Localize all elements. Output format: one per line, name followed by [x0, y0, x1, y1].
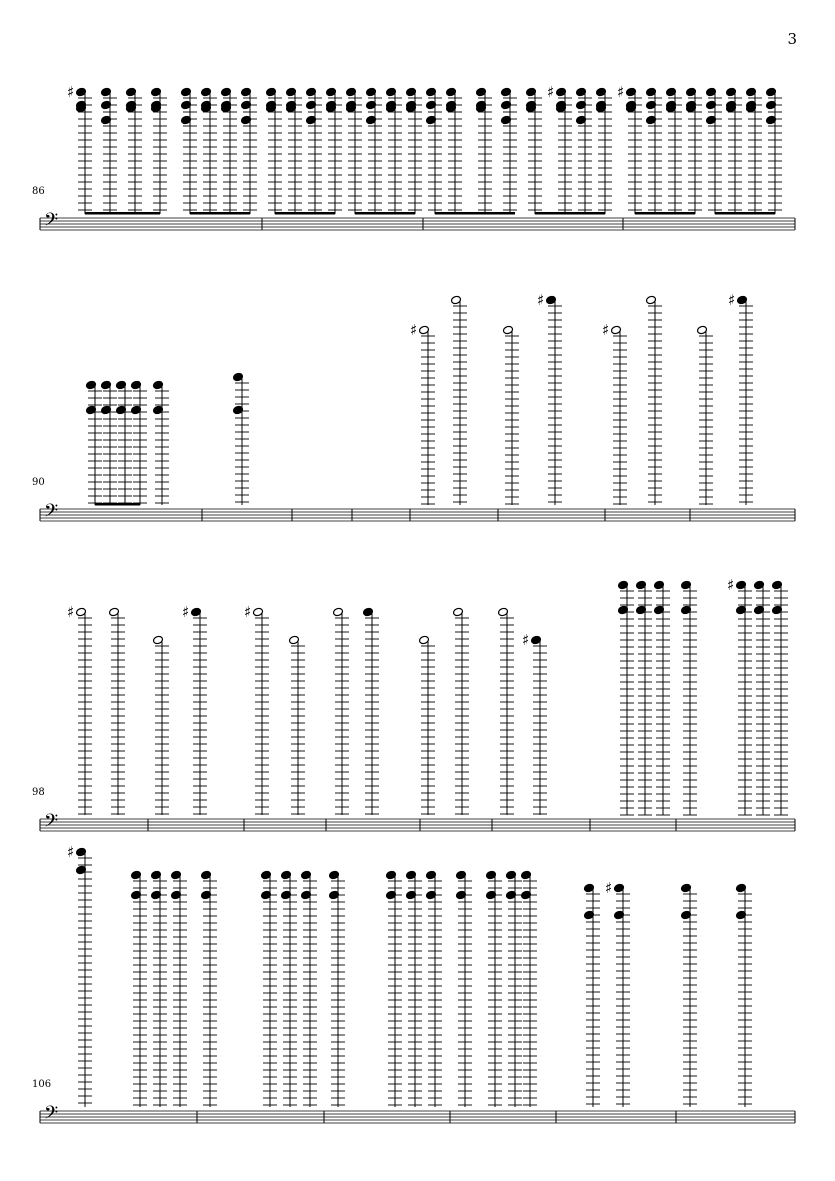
- beam: [355, 212, 415, 215]
- beam: [275, 212, 335, 215]
- sharp-icon: ♯: [728, 291, 736, 309]
- beam: [95, 503, 140, 506]
- beam: [190, 212, 250, 215]
- sharp-icon: ♯: [67, 83, 75, 101]
- bass-clef-icon: 𝄢: [44, 811, 59, 836]
- beam: [635, 212, 695, 215]
- sharp-icon: ♯: [547, 83, 555, 101]
- page-number: 3: [787, 30, 797, 48]
- measure-number: 86: [32, 186, 45, 197]
- sharp-icon: ♯: [67, 843, 75, 861]
- beam: [715, 212, 775, 215]
- sharp-icon: ♯: [727, 576, 735, 594]
- beam: [435, 212, 515, 215]
- sharp-icon: ♯: [617, 83, 625, 101]
- measure-number: 90: [32, 477, 45, 488]
- sharp-icon: ♯: [182, 603, 190, 621]
- bass-clef-icon: 𝄢: [44, 501, 59, 526]
- sharp-icon: ♯: [410, 321, 418, 339]
- beam: [85, 212, 160, 215]
- staff-system: [32, 83, 795, 235]
- staff-system: [32, 291, 795, 526]
- staff-system: [32, 843, 795, 1128]
- bass-clef-icon: 𝄢: [44, 210, 59, 235]
- measure-number: 106: [32, 1079, 52, 1090]
- sharp-icon: ♯: [537, 291, 545, 309]
- measure-number: 98: [32, 787, 45, 798]
- sharp-icon: ♯: [602, 321, 610, 339]
- sharp-icon: ♯: [605, 879, 613, 897]
- sharp-icon: ♯: [244, 603, 252, 621]
- beam: [535, 212, 605, 215]
- sharp-icon: ♯: [67, 603, 75, 621]
- bass-clef-icon: 𝄢: [44, 1103, 59, 1128]
- sharp-icon: ♯: [522, 631, 530, 649]
- staff-system: [32, 576, 795, 836]
